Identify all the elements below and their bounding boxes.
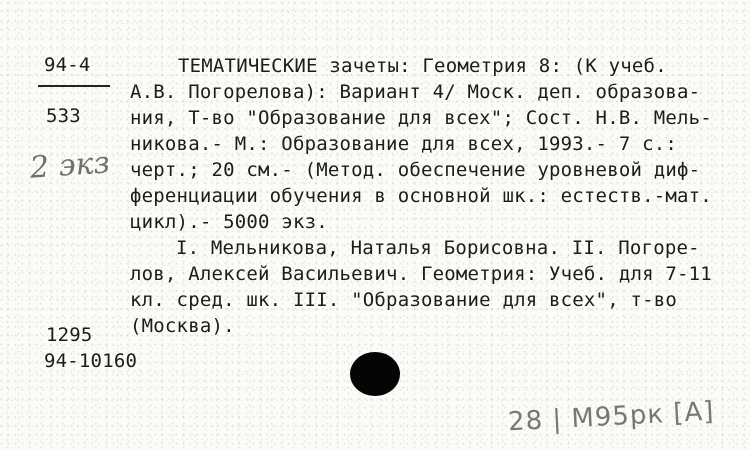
margin-rule — [38, 85, 110, 87]
shelf-stamp: 28 | М95рк [А] — [507, 396, 716, 438]
entry-line-1: ТЕМАТИЧЕСКИЕ зачеты: Геометрия 8: (К учеб. — [178, 55, 667, 77]
entry-line-2: А.В. Погорелова): Вариант 4/ Моск. деп. образова- — [130, 81, 701, 103]
ink-blot — [350, 352, 400, 396]
entry-line-11: (Москва). — [130, 315, 235, 337]
entry-line-4: никова.- М.: Образование для всех, 1993.- 7 с.: — [130, 133, 678, 155]
entry-line-7: цикл).- 5000 экз. — [130, 211, 328, 233]
entry-line-9: лов, Алексей Васильевич. Геометрия: Учеб. для 7-11 — [130, 263, 712, 285]
margin-number-bottom-1: 1295 — [46, 324, 93, 346]
entry-line-5: черт.; 20 см.- (Метод. обеспечение уровневой диф- — [130, 159, 701, 181]
entry-line-3: ния, Т-во "Образование для всех"; Сост. Н.В. Мель- — [130, 107, 712, 129]
entry-line-10: кл. сред. шк. III. "Образование для всех", т-во — [130, 289, 678, 311]
entry-line-8: I. Мельникова, Наталья Борисовна. II. Погоре- — [176, 237, 700, 259]
margin-number-top: 94-4 — [44, 54, 91, 76]
margin-number-bottom-2: 94-10160 — [44, 350, 138, 372]
margin-number-mid: 533 — [46, 105, 81, 127]
handwritten-copies-note: 2 экз — [28, 145, 111, 186]
entry-line-6: ференциации обучения в основной шк.: естеств.-мат. — [130, 185, 712, 207]
